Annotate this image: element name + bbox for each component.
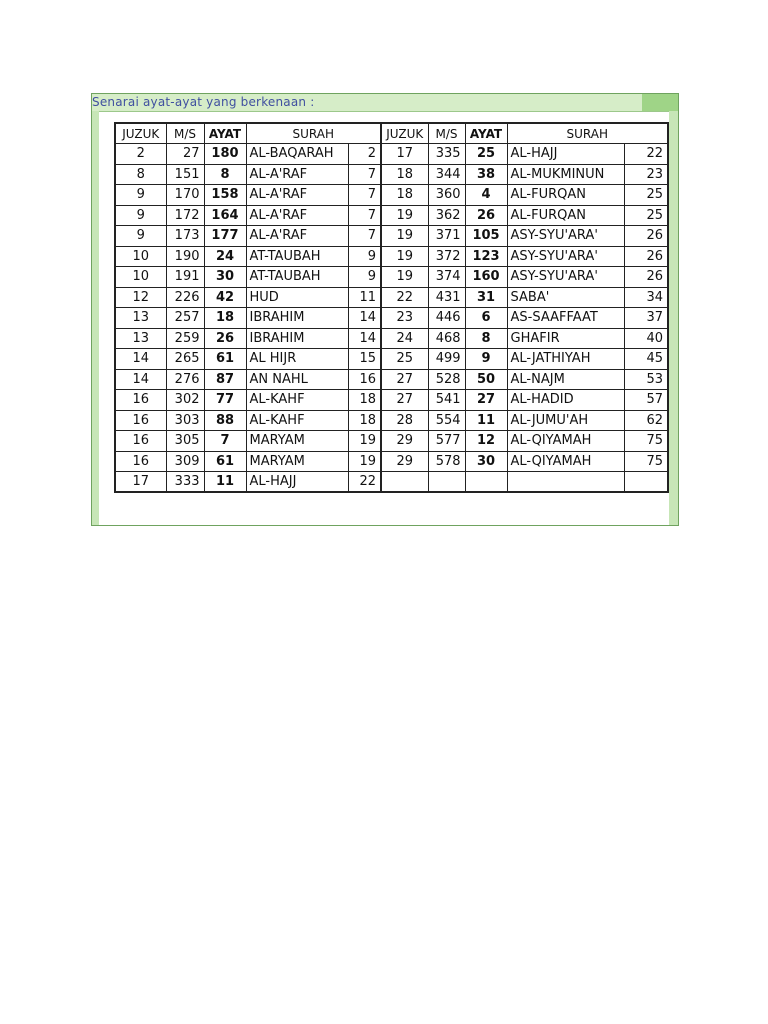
ayat-cell: 4 [465,185,507,206]
ms-cell: 528 [428,369,465,390]
ms-cell: 259 [166,328,204,349]
ms-cell: 374 [428,267,465,288]
table-row [115,287,668,308]
panel-right-border [669,111,678,525]
surah-number-cell: 53 [624,369,668,390]
ms-cell: 578 [428,451,465,472]
surah-number-cell: 34 [624,287,668,308]
surah-cell: AL-A'RAF [246,205,348,226]
surah-cell: AL-BAQARAH [246,144,348,165]
surah-cell: AS-SAAFFAAT [507,308,624,329]
juzuk-cell: 17 [115,472,166,493]
header-juzuk: JUZUK [115,123,166,144]
ms-cell: 372 [428,246,465,267]
ayat-cell: 177 [204,226,246,247]
ms-cell: 305 [166,431,204,452]
surah-cell: SABA' [507,287,624,308]
ayat-cell: 30 [465,451,507,472]
surah-cell: AL-QIYAMAH [507,431,624,452]
panel-left-border [92,111,99,525]
surah-number-cell: 37 [624,308,668,329]
surah-number-cell: 7 [348,205,381,226]
juzuk-cell: 27 [381,390,428,411]
ayat-cell: 164 [204,205,246,226]
surah-cell: AT-TAUBAH [246,267,348,288]
juzuk-cell: 13 [115,328,166,349]
juzuk-cell: 9 [115,205,166,226]
ms-cell: 335 [428,144,465,165]
surah-number-cell: 57 [624,390,668,411]
header-ayat-2: AYAT [465,123,507,144]
ms-cell: 172 [166,205,204,226]
surah-number-cell: 40 [624,328,668,349]
surah-number-cell: 18 [348,410,381,431]
ms-cell: 446 [428,308,465,329]
ayat-cell: 158 [204,185,246,206]
ms-cell: 303 [166,410,204,431]
header-surah-2: SURAH [507,123,668,144]
ayat-table [114,122,669,493]
ayat-cell: 26 [465,205,507,226]
ayat-cell: 6 [465,308,507,329]
surah-number-cell: 19 [348,431,381,452]
ayat-cell: 42 [204,287,246,308]
juzuk-cell: 28 [381,410,428,431]
ms-cell: 468 [428,328,465,349]
ms-cell: 173 [166,226,204,247]
juzuk-cell: 16 [115,451,166,472]
ms-cell: 362 [428,205,465,226]
surah-cell: AL-HADID [507,390,624,411]
table-row [115,369,668,390]
ayat-cell: 11 [465,410,507,431]
surah-cell: ASY-SYU'ARA' [507,226,624,247]
ms-cell: 265 [166,349,204,370]
surah-number-cell: 75 [624,451,668,472]
juzuk-cell: 16 [115,410,166,431]
table-row [115,472,668,493]
ayat-cell: 8 [204,164,246,185]
surah-cell: AL-A'RAF [246,226,348,247]
surah-number-cell: 45 [624,349,668,370]
juzuk-cell: 8 [115,164,166,185]
surah-cell: ASY-SYU'ARA' [507,246,624,267]
surah-cell: AL-FURQAN [507,205,624,226]
table-body [115,144,668,493]
juzuk-cell: 18 [381,164,428,185]
surah-cell: GHAFIR [507,328,624,349]
table-row [115,205,668,226]
surah-cell: AL-JATHIYAH [507,349,624,370]
ayat-list-panel [91,93,679,526]
surah-number-cell: 62 [624,410,668,431]
surah-cell: AL-HAJJ [507,144,624,165]
table-row [115,144,668,165]
surah-number-cell: 26 [624,246,668,267]
header-ms-2: M/S [428,123,465,144]
ms-cell: 190 [166,246,204,267]
ayat-cell: 88 [204,410,246,431]
surah-number-cell: 16 [348,369,381,390]
juzuk-cell: 19 [381,267,428,288]
ms-cell: 226 [166,287,204,308]
ms-cell: 257 [166,308,204,329]
table-row [115,410,668,431]
ayat-cell [465,472,507,493]
surah-cell: ASY-SYU'ARA' [507,267,624,288]
juzuk-cell: 19 [381,246,428,267]
surah-cell: AL-KAHF [246,410,348,431]
juzuk-cell: 29 [381,451,428,472]
ms-cell: 151 [166,164,204,185]
ms-cell: 360 [428,185,465,206]
juzuk-cell: 29 [381,431,428,452]
panel-title: Senarai ayat-ayat yang berkenaan : [92,95,315,109]
ms-cell: 302 [166,390,204,411]
surah-cell: AL-QIYAMAH [507,451,624,472]
table-row [115,349,668,370]
table-header-row [115,123,668,144]
ayat-cell: 105 [465,226,507,247]
panel-header [92,94,678,112]
surah-number-cell: 9 [348,267,381,288]
ms-cell [428,472,465,493]
ms-cell: 27 [166,144,204,165]
juzuk-cell: 22 [381,287,428,308]
juzuk-cell: 9 [115,185,166,206]
surah-number-cell: 7 [348,226,381,247]
juzuk-cell: 13 [115,308,166,329]
surah-number-cell: 11 [348,287,381,308]
surah-cell: MARYAM [246,431,348,452]
table-row [115,185,668,206]
surah-cell: AT-TAUBAH [246,246,348,267]
surah-cell: IBRAHIM [246,308,348,329]
surah-number-cell: 25 [624,205,668,226]
juzuk-cell: 14 [115,349,166,370]
surah-number-cell [624,472,668,493]
table-row [115,431,668,452]
ayat-cell: 123 [465,246,507,267]
juzuk-cell: 23 [381,308,428,329]
surah-cell: HUD [246,287,348,308]
table-row [115,308,668,329]
surah-number-cell: 22 [624,144,668,165]
surah-number-cell: 9 [348,246,381,267]
surah-cell: IBRAHIM [246,328,348,349]
table-row [115,328,668,349]
ms-cell: 344 [428,164,465,185]
juzuk-cell: 19 [381,205,428,226]
surah-cell: AL-FURQAN [507,185,624,206]
ayat-cell: 9 [465,349,507,370]
surah-cell: AL-A'RAF [246,164,348,185]
ayat-cell: 8 [465,328,507,349]
table-row [115,451,668,472]
ms-cell: 499 [428,349,465,370]
juzuk-cell: 19 [381,226,428,247]
surah-cell: AL-JUMU'AH [507,410,624,431]
ayat-cell: 25 [465,144,507,165]
surah-number-cell: 7 [348,185,381,206]
header-ayat: AYAT [204,123,246,144]
header-ms: M/S [166,123,204,144]
table-row [115,164,668,185]
table-row [115,246,668,267]
juzuk-cell: 10 [115,267,166,288]
surah-number-cell: 7 [348,164,381,185]
ayat-cell: 30 [204,267,246,288]
juzuk-cell: 24 [381,328,428,349]
ms-cell: 170 [166,185,204,206]
surah-cell: AL-NAJM [507,369,624,390]
juzuk-cell: 2 [115,144,166,165]
surah-number-cell: 18 [348,390,381,411]
table-row [115,226,668,247]
ms-cell: 276 [166,369,204,390]
ms-cell: 541 [428,390,465,411]
juzuk-cell: 25 [381,349,428,370]
header-juzuk-2: JUZUK [381,123,428,144]
surah-number-cell: 23 [624,164,668,185]
ayat-cell: 27 [465,390,507,411]
juzuk-cell [381,472,428,493]
ms-cell: 371 [428,226,465,247]
surah-number-cell: 22 [348,472,381,493]
surah-cell: AL-MUKMINUN [507,164,624,185]
ayat-cell: 61 [204,349,246,370]
surah-cell: AL HIJR [246,349,348,370]
surah-number-cell: 19 [348,451,381,472]
table-row [115,390,668,411]
juzuk-cell: 17 [381,144,428,165]
header-surah: SURAH [246,123,381,144]
ayat-cell: 7 [204,431,246,452]
ayat-cell: 61 [204,451,246,472]
ms-cell: 309 [166,451,204,472]
ayat-cell: 160 [465,267,507,288]
surah-cell: AL-KAHF [246,390,348,411]
surah-cell: AL-A'RAF [246,185,348,206]
ayat-cell: 180 [204,144,246,165]
ayat-cell: 87 [204,369,246,390]
surah-number-cell: 15 [348,349,381,370]
juzuk-cell: 14 [115,369,166,390]
juzuk-cell: 10 [115,246,166,267]
surah-number-cell: 26 [624,267,668,288]
juzuk-cell: 18 [381,185,428,206]
surah-number-cell: 25 [624,185,668,206]
ayat-cell: 18 [204,308,246,329]
juzuk-cell: 27 [381,369,428,390]
surah-cell: AL-HAJJ [246,472,348,493]
surah-number-cell: 26 [624,226,668,247]
ms-cell: 554 [428,410,465,431]
ayat-cell: 26 [204,328,246,349]
panel-header-tab [642,94,678,111]
surah-number-cell: 75 [624,431,668,452]
ayat-cell: 77 [204,390,246,411]
surah-number-cell: 14 [348,328,381,349]
juzuk-cell: 16 [115,390,166,411]
juzuk-cell: 16 [115,431,166,452]
surah-cell [507,472,624,493]
table-row [115,267,668,288]
ayat-cell: 11 [204,472,246,493]
ayat-cell: 12 [465,431,507,452]
surah-cell: MARYAM [246,451,348,472]
ayat-cell: 24 [204,246,246,267]
surah-number-cell: 2 [348,144,381,165]
ms-cell: 431 [428,287,465,308]
surah-number-cell: 14 [348,308,381,329]
ayat-cell: 31 [465,287,507,308]
ms-cell: 333 [166,472,204,493]
juzuk-cell: 12 [115,287,166,308]
ayat-cell: 38 [465,164,507,185]
surah-cell: AN NAHL [246,369,348,390]
ayat-cell: 50 [465,369,507,390]
ms-cell: 191 [166,267,204,288]
juzuk-cell: 9 [115,226,166,247]
ms-cell: 577 [428,431,465,452]
